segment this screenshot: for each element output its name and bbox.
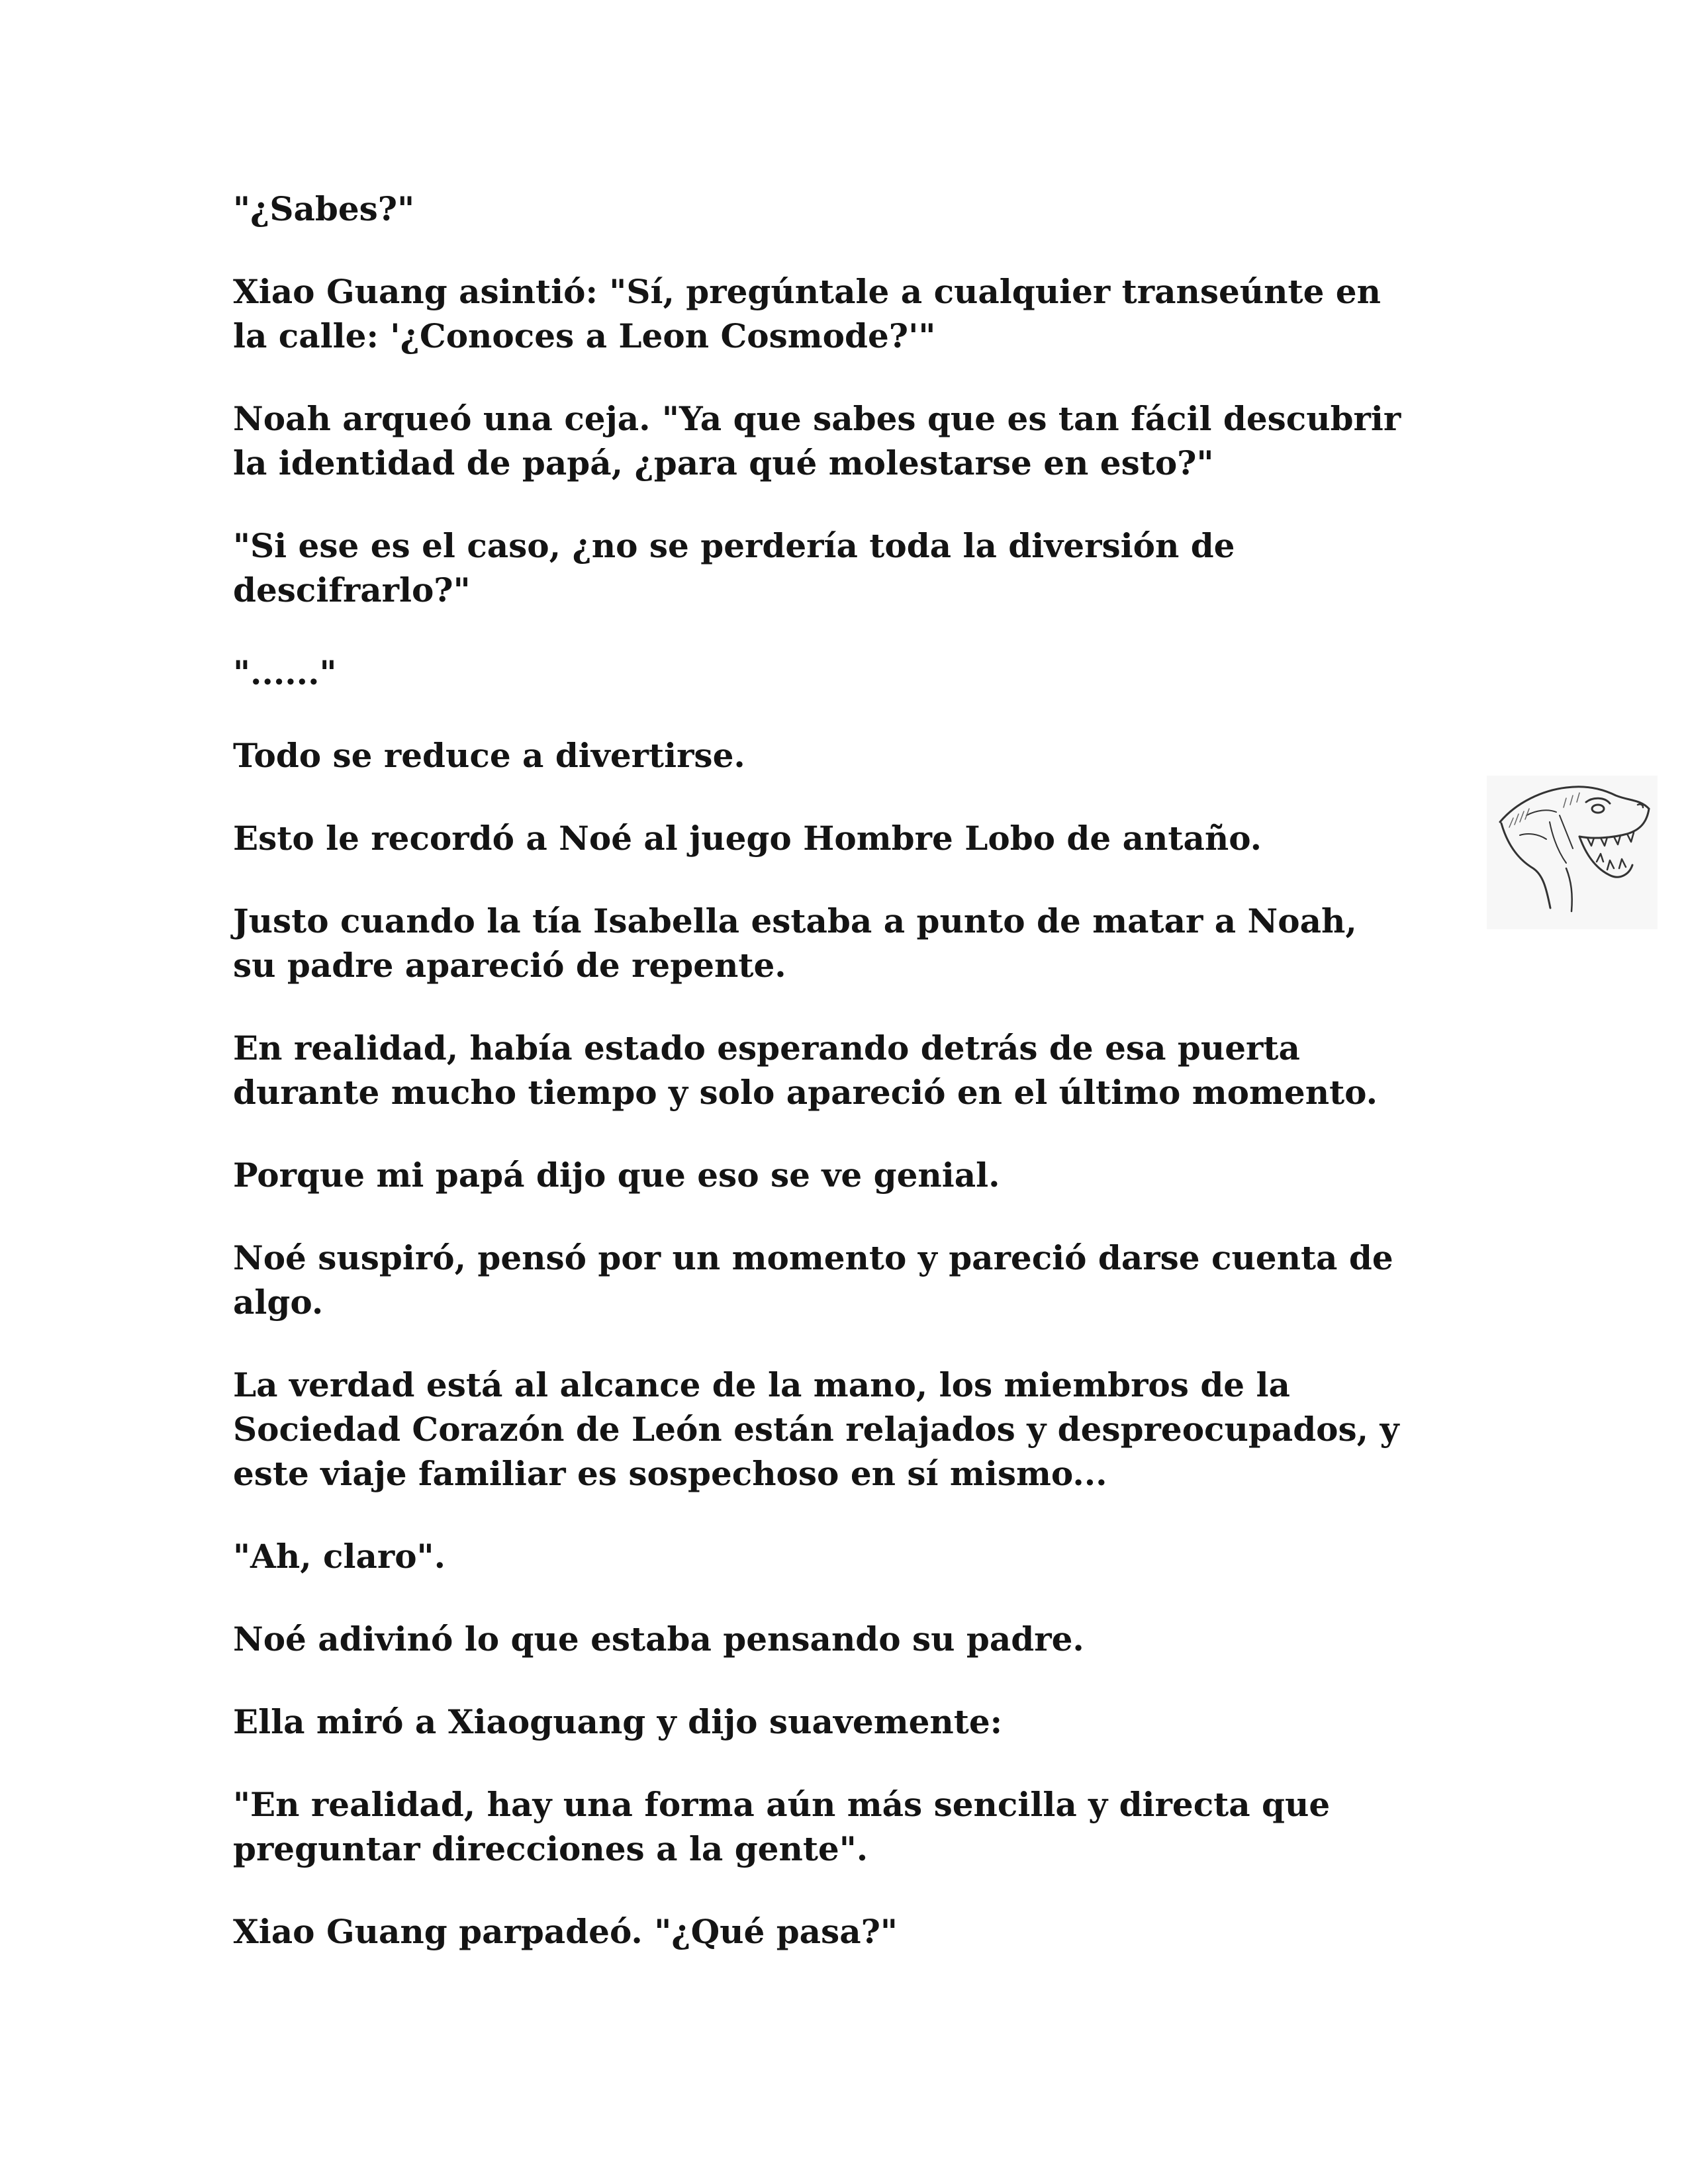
paragraph: "......" — [233, 653, 337, 692]
paragraph: Noé adivinó lo que estaba pensando su padre. — [233, 1619, 1084, 1659]
paragraph: "Si ese es el caso, ¿no se perdería toda la diversión de descifrarlo?" — [233, 526, 1235, 610]
paragraph: Porque mi papá dijo que eso se ve genial. — [233, 1156, 1000, 1195]
paragraph: Xiao Guang asintió: "Sí, pregúntale a cualquier transeúnte en la calle: '¿Conoces a Leon Cosmode?'" — [233, 272, 1381, 355]
paragraph: En realidad, había estado esperando detrás de esa puerta durante mucho tiempo y solo apareció en el último momento. — [233, 1028, 1378, 1112]
paragraph: Noé suspiró, pensó por un momento y pareció darse cuenta de algo. — [233, 1238, 1393, 1322]
paragraph: Justo cuando la tía Isabella estaba a punto de matar a Noah, su padre apareció de repente. — [233, 901, 1357, 985]
paragraph: "En realidad, hay una forma aún más sencilla y directa que preguntar direcciones a la gente". — [233, 1785, 1331, 1868]
paragraph: Ella miró a Xiaoguang y dijo suavemente: — [233, 1702, 1003, 1741]
paragraph: "Ah, claro". — [233, 1537, 445, 1576]
paragraph: Todo se reduce a divertirse. — [233, 736, 745, 775]
dinosaur-head-sketch-icon — [1487, 776, 1658, 929]
paragraph: Xiao Guang parpadeó. "¿Qué pasa?" — [233, 1912, 898, 1951]
document-body — [233, 187, 1458, 1992]
paragraph: Noah arqueó una ceja. "Ya que sabes que es tan fácil descubrir la identidad de papá, ¿para qué molestarse en esto?" — [233, 399, 1401, 482]
paragraph: "¿Sabes?" — [233, 189, 415, 228]
paragraph: La verdad está al alcance de la mano, los miembros de la Sociedad Corazón de León están relajados y despreocupados, y este viaje familiar es sospechoso en sí mismo... — [233, 1365, 1399, 1493]
paragraph: Esto le recordó a Noé al juego Hombre Lobo de antaño. — [233, 819, 1262, 858]
